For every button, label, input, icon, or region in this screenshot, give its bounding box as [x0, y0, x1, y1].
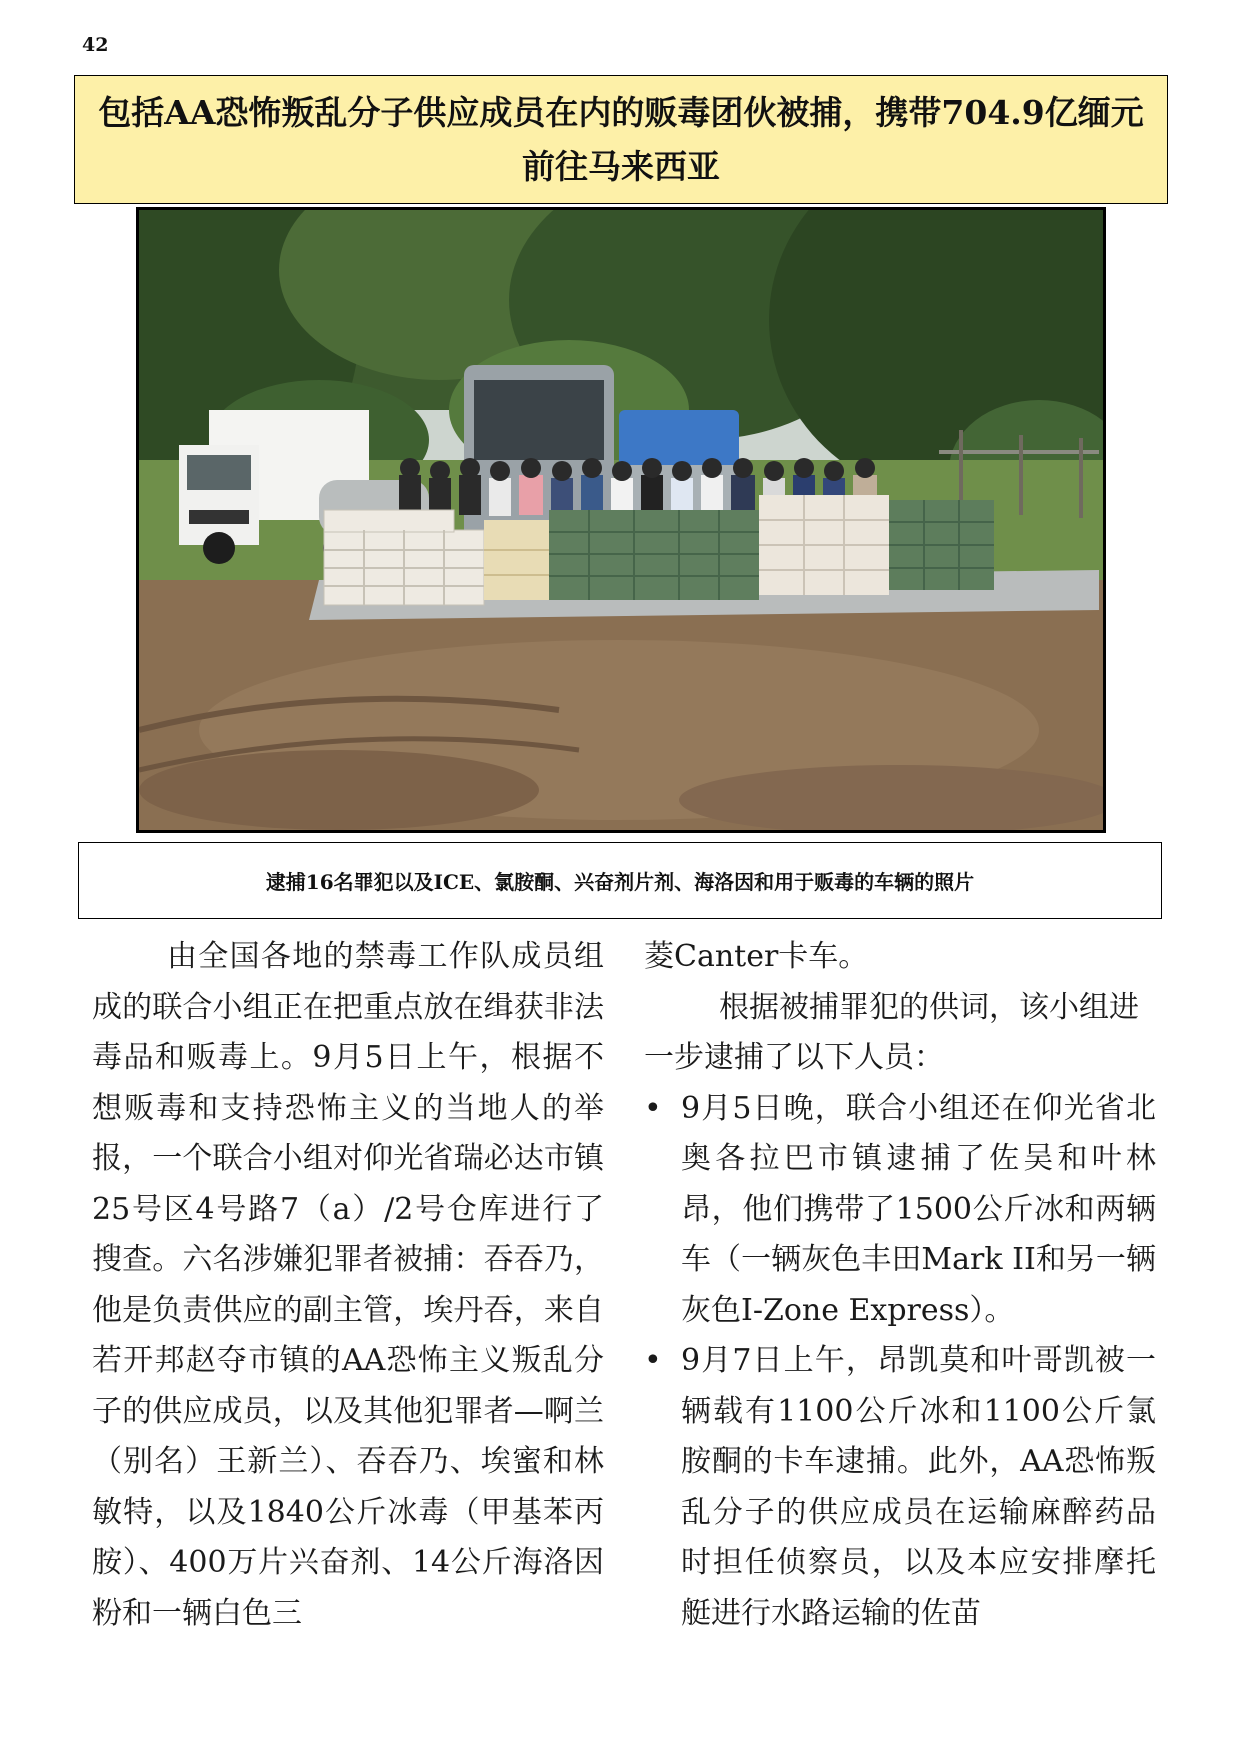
bullet-item	[644, 1336, 1156, 1639]
bullet-text: 9月7日上午，昂凯莫和叶哥凯被一辆载有1100公斤冰和1100公斤氯胺酮的卡车逮捕。此外，AA恐怖叛乱分子的供应成员在运输麻醉药品时担任侦察员，以及本应安排摩托艇进行水路运输的佐苗	[681, 1343, 1156, 1631]
body-paragraph: 由全国各地的禁毒工作队成员组成的联合小组正在把重点放在缉获非法毒品和贩毒上。9月5日上午，根据不想贩毒和支持恐怖主义的当地人的举报，一个联合小组对仰光省瑞必达市镇25号区4号路7（a）/2号仓库进行了搜查。六名涉嫌犯罪者被捕：吞吞乃，他是负责供应的副主管，埃丹吞，来自若开邦赵夺市镇的AA恐怖主义叛乱分子的供应成员，以及其他犯罪者—啊兰（别名）王新兰）、吞吞乃、埃蜜和林敏特，以及1840公斤冰毒（甲基苯丙胺）、400万片兴奋剂、14公斤海洛因粉和一辆白色三	[92, 939, 604, 1631]
page-number: 42	[82, 34, 109, 56]
body-column-right	[644, 932, 1156, 1639]
headline: 包括AA恐怖叛乱分子供应成员在内的贩毒团伙被捕，携带704.9亿缅元前往马来西亚	[98, 92, 1144, 186]
photo-caption-box	[78, 842, 1162, 919]
bullet-list	[644, 1084, 1156, 1640]
photo-caption: 逮捕16名罪犯以及ICE、氯胺酮、兴奋剂片剂、海洛因和用于贩毒的车辆的照片	[265, 870, 975, 894]
photo-illustration	[139, 210, 1103, 830]
news-photo	[136, 207, 1106, 833]
body-column-left	[92, 932, 604, 1639]
bullet-item	[644, 1084, 1156, 1337]
headline-box	[74, 75, 1168, 204]
body-paragraph-continuation: 菱Canter卡车。	[644, 939, 869, 974]
bullet-text: 9月5日晚，联合小组还在仰光省北奥各拉巴市镇逮捕了佐吴和叶林昂，他们携带了1500公斤冰和两辆车（一辆灰色丰田Mark II和另一辆灰色I-Zone Express）。	[681, 1090, 1156, 1328]
bullet-icon: •	[644, 1343, 662, 1378]
bullet-icon: •	[644, 1090, 662, 1126]
body-paragraph: 根据被捕罪犯的供词，该小组进一步逮捕了以下人员：	[644, 989, 1139, 1075]
